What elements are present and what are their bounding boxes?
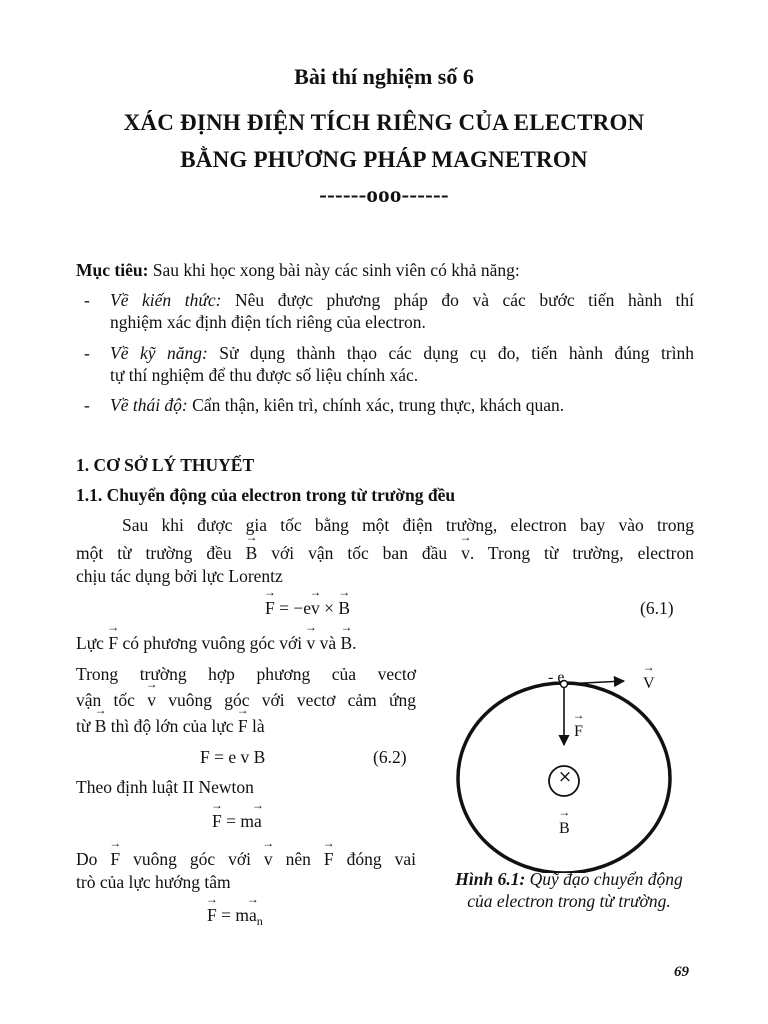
objectives-label: Mục tiêu: bbox=[76, 260, 149, 280]
paragraph-line: một từ trường đều → B với vận tốc ban đầu → v. Trong từ trường, electron bbox=[76, 542, 694, 565]
objective-knowledge-line-2: nghiệm xác định điện tích riêng của electron. bbox=[110, 312, 426, 332]
objective-bullet: - bbox=[84, 343, 90, 363]
title-divider: ------ooo------ bbox=[319, 182, 449, 207]
lab-number: Bài thí nghiệm số 6 bbox=[294, 64, 474, 89]
figure-caption-label: Hình 6.1: bbox=[455, 869, 526, 889]
page-number: 69 bbox=[674, 964, 689, 980]
objective-skill-line-2: tự thí nghiệm để thu được số liệu chính xác. bbox=[110, 365, 419, 385]
title-line-2: BẰNG PHƯƠNG PHÁP MAGNETRON bbox=[180, 147, 588, 172]
vector-v: → v bbox=[461, 542, 470, 565]
figure-caption-line-1: Hình 6.1: Quỹ đạo chuyển động bbox=[455, 869, 683, 889]
paragraph-line: chịu tác dụng bởi lực Lorentz bbox=[76, 566, 283, 586]
paragraph-line: Trong trường hợp phương của vectơ bbox=[76, 664, 416, 684]
equation-number: (6.2) bbox=[373, 747, 407, 767]
paragraph-line: Do → F vuông góc với → v nên → F đóng vai bbox=[76, 848, 416, 871]
objective-bullet: - bbox=[84, 290, 90, 310]
objective-skill-line-1: Về kỹ năng: Sử dụng thành thạo các dụng cụ đo, tiến hành đúng trình bbox=[110, 343, 694, 363]
vector-b: → B bbox=[246, 542, 258, 565]
objective-bullet: - bbox=[84, 395, 90, 415]
equation-newton: → F = m→ a bbox=[212, 810, 262, 833]
paragraph-line: Theo định luật II Newton bbox=[76, 777, 254, 797]
velocity-label: → V bbox=[643, 672, 655, 695]
paragraph-line: Lực → F có phương vuông góc với → v và → B. bbox=[76, 632, 357, 655]
subsection-heading: 1.1. Chuyển động của electron trong từ trường đều bbox=[76, 485, 456, 505]
objective-attitude-line: Về thái độ: Cẩn thận, kiên trì, chính xác, trung thực, khách quan. bbox=[110, 395, 565, 415]
equation-centripetal: → $F = m\to a_n$ bbox=[207, 904, 263, 933]
paragraph-line: vận tốc → v vuông góc với vectơ cảm ứng bbox=[76, 689, 416, 712]
objective-knowledge-line-1: Về kiến thức: Nêu được phương pháp đo và các bước tiến hành thí bbox=[110, 290, 695, 310]
equation-6-1: → F = −e→ v × → B bbox=[265, 597, 350, 620]
figure-caption-line-2: của electron trong từ trường. bbox=[467, 891, 671, 911]
equation-number: (6.1) bbox=[640, 598, 674, 618]
equation-6-2: F = e v B bbox=[200, 747, 266, 767]
force-label: → F bbox=[574, 720, 583, 743]
charge-label: - e bbox=[548, 669, 565, 686]
paragraph-line: từ → B thì độ lớn của lực → F là bbox=[76, 715, 265, 738]
electron-trajectory-figure bbox=[440, 655, 720, 873]
paragraph-line: trò của lực hướng tâm bbox=[76, 872, 231, 892]
section-heading: 1. CƠ SỞ LÝ THUYẾT bbox=[76, 455, 255, 475]
field-label: → B bbox=[559, 817, 570, 840]
field-into-page-cross: × bbox=[557, 767, 573, 787]
objectives-intro: Mục tiêu: Sau khi học xong bài này các sinh viên có khả năng: bbox=[76, 260, 520, 280]
title-line-1: XÁC ĐỊNH ĐIỆN TÍCH RIÊNG CỦA ELECTRON bbox=[123, 110, 645, 135]
paragraph-line: Sau khi được gia tốc bằng một điện trường, electron bay vào trong bbox=[122, 515, 694, 535]
